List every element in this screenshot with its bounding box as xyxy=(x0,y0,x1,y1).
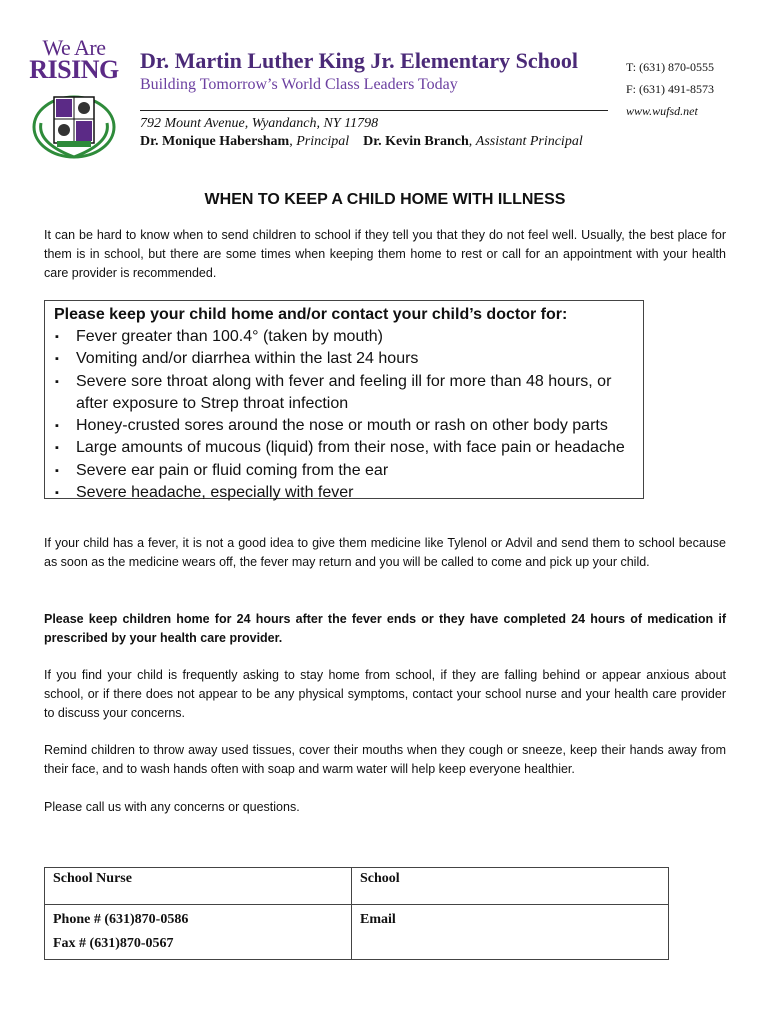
list-item: ▪ Severe headache, especially with fever xyxy=(54,482,633,504)
fever-medicine-paragraph: If your child has a fever, it is not a good idea to give them medicine like Tylenol or Advil and send them to school because as soon as the medicine wears off, the fever may return and you will be called to come and pick up your child. xyxy=(44,536,726,569)
frequent-absence-paragraph: If you find your child is frequently asking to stay home from school, if they are falling behind or appear anxious about school, or if there does not appear to be any physical symptoms, contact your school nurse and your health care provider to discuss your concerns. xyxy=(44,668,726,720)
phone-number: T: (631) 870-0555 xyxy=(626,60,715,74)
page-title: WHEN TO KEEP A CHILD HOME WITH ILLNESS xyxy=(204,191,566,208)
bullet-icon: ▪ xyxy=(55,331,59,343)
school-cell: School xyxy=(352,868,669,905)
nurse-phone: Phone # (631)870-0586 xyxy=(53,912,189,927)
list-item: ▪ Honey-crusted sores around the nose or mouth or rash on other body parts xyxy=(54,415,633,437)
school-address: 792 Mount Avenue, Wyandanch, NY 11798 xyxy=(140,116,379,131)
list-item: ▪ Large amounts of mucous (liquid) from their nose, with face pain or headache xyxy=(54,437,633,459)
call-us-paragraph: Please call us with any concerns or questions. xyxy=(44,800,300,814)
symptoms-list xyxy=(54,326,633,504)
fax-number: F: (631) 491-8573 xyxy=(626,82,714,96)
school-name: Dr. Martin Luther King Jr. Elementary School xyxy=(140,48,578,73)
website-link[interactable]: www.wufsd.net xyxy=(626,104,698,118)
school-tagline: Building Tomorrow’s World Class Leaders Today xyxy=(140,76,458,93)
bullet-icon: ▪ xyxy=(55,375,59,388)
stay-home-24-hours-paragraph: Please keep children home for 24 hours after the fever ends or they have completed 24 hours of medication if prescribed by your health care provider. xyxy=(44,612,726,645)
phone-fax-cell xyxy=(45,905,352,960)
bullet-icon: ▪ xyxy=(55,487,59,500)
assistant-principal-name: Dr. Kevin Branch xyxy=(363,134,469,149)
hygiene-reminder-paragraph: Remind children to throw away used tissues, cover their mouths when they cough or sneeze, keep their hands away from their face, and to wash hands often with soap and warm water will help keep everyone healthier. xyxy=(44,743,726,776)
bullet-icon: ▪ xyxy=(55,464,59,477)
list-item: ▪ Vomiting and/or diarrhea within the last 24 hours xyxy=(54,348,633,370)
header-divider xyxy=(140,110,608,111)
list-item: ▪ Severe sore throat along with fever and feeling ill for more than 48 hours, or after exposure to Strep throat infection xyxy=(55,372,612,412)
bullet-icon: ▪ xyxy=(55,353,59,366)
table-row xyxy=(45,868,669,905)
principals-line: Dr. Monique Habersham, Principal Dr. Kevin Branch, Assistant Principal xyxy=(140,134,583,149)
table-row xyxy=(45,905,669,960)
intro-paragraph: It can be hard to know when to send children to school if they tell you that they do not feel well. Usually, the best place for them is in school, but there are some times when keeping them home to rest or call for an appointment with your health care provider is recommended. xyxy=(44,228,726,280)
principal-name: Dr. Monique Habersham xyxy=(140,134,290,149)
contact-block xyxy=(626,56,714,122)
email-cell: Email xyxy=(352,905,669,960)
nurse-fax: Fax # (631)870-0567 xyxy=(53,936,174,951)
principal-role: Principal xyxy=(296,134,350,149)
logo-text-we-are: We Are xyxy=(42,35,106,60)
crest-icon xyxy=(29,83,119,159)
symptoms-heading: Please keep your child home and/or contact your child’s doctor for: xyxy=(54,306,568,323)
bullet-icon: ▪ xyxy=(55,420,59,433)
assistant-principal-role: Assistant Principal xyxy=(475,134,583,149)
logo-text-rising: RISING xyxy=(29,54,119,84)
list-item: ▪ Fever greater than 100.4° (taken by mouth) xyxy=(54,326,633,348)
list-item: ▪ Severe ear pain or fluid coming from the ear xyxy=(54,460,633,482)
symptoms-box xyxy=(44,300,644,502)
contact-table xyxy=(44,867,669,960)
school-nurse-cell: School Nurse xyxy=(45,868,352,905)
school-logo xyxy=(26,35,122,156)
bullet-icon: ▪ xyxy=(55,442,59,455)
